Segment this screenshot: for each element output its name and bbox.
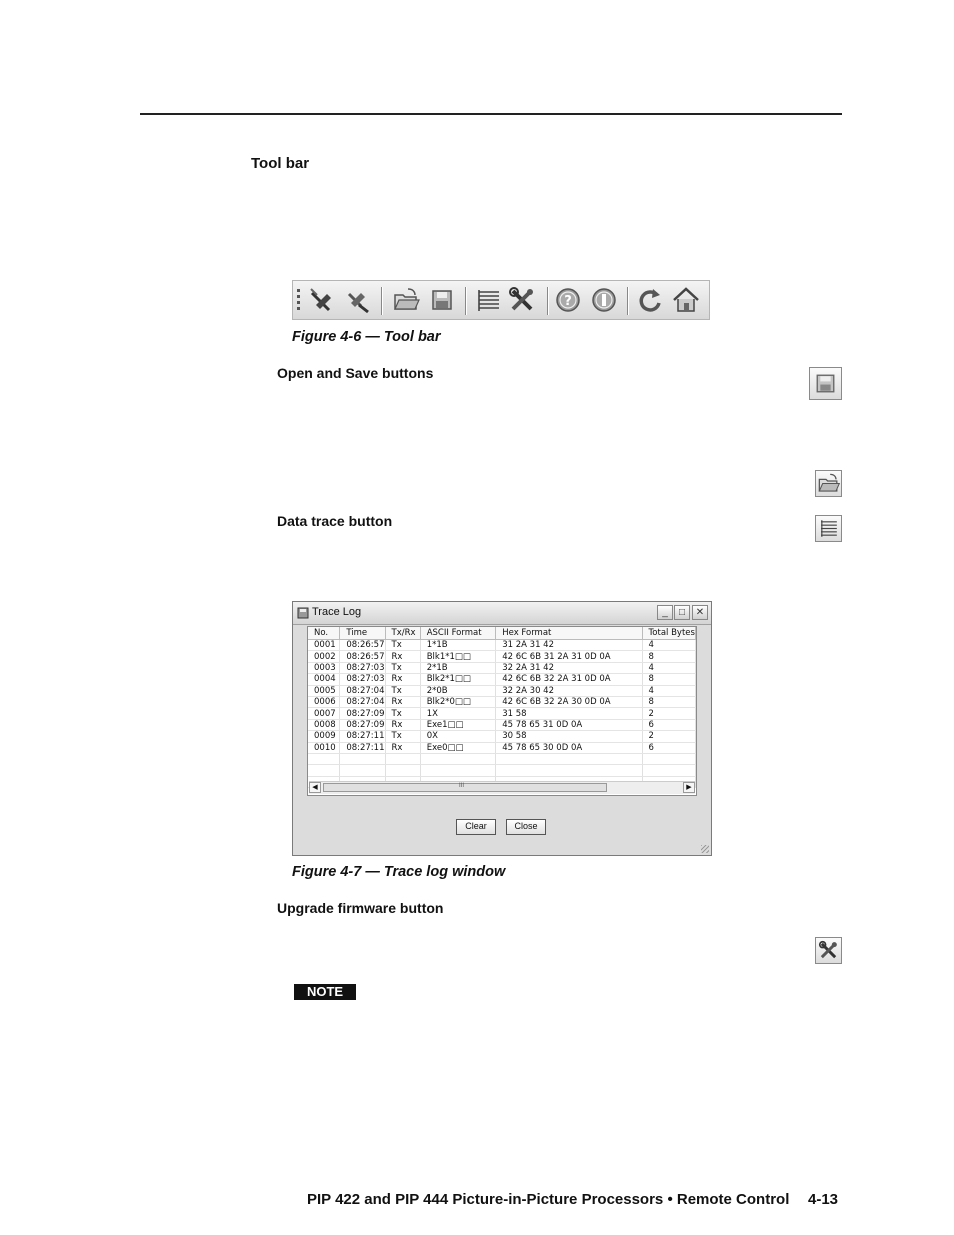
- save-disk-icon: [427, 285, 457, 315]
- table-row[interactable]: [308, 708, 696, 719]
- table-cell: Tx: [385, 640, 420, 651]
- svg-text:?: ?: [564, 294, 572, 309]
- table-row[interactable]: [308, 651, 696, 662]
- table-row[interactable]: [308, 674, 696, 685]
- table-cell: Rx: [385, 719, 420, 730]
- horizontal-scrollbar[interactable]: [309, 781, 695, 794]
- column-header[interactable]: Tx/Rx: [385, 627, 420, 640]
- table-cell: 0004: [308, 674, 340, 685]
- open-folder-icon: [391, 285, 421, 315]
- info-icon: [589, 285, 619, 315]
- table-cell: Blk1*1□□: [420, 651, 496, 662]
- trace-log-list[interactable]: [307, 626, 697, 796]
- table-cell: 8: [642, 674, 695, 685]
- table-cell: 1*1B: [420, 640, 496, 651]
- table-cell: 08:27:04: [340, 696, 385, 707]
- table-cell: 4: [642, 685, 695, 696]
- table-cell: Tx: [385, 708, 420, 719]
- table-cell: 4: [642, 640, 695, 651]
- table-cell: 0X: [420, 731, 496, 742]
- table-cell: 08:27:11: [340, 742, 385, 753]
- save-button-sample: [809, 367, 842, 400]
- table-cell: 45 78 65 31 0D 0A: [496, 719, 642, 730]
- connect-icon: [343, 285, 373, 315]
- table-cell: 2*0B: [420, 685, 496, 696]
- table-cell: 32 2A 30 42: [496, 685, 642, 696]
- toolbar-figure: [292, 280, 710, 320]
- minimize-button[interactable]: _: [657, 605, 673, 620]
- data-trace-button-sample: [815, 515, 842, 542]
- table-cell: 0001: [308, 640, 340, 651]
- table-cell: 42 6C 6B 32 2A 31 0D 0A: [496, 674, 642, 685]
- table-cell: 08:26:57: [340, 640, 385, 651]
- table-cell: 1X: [420, 708, 496, 719]
- header-rule: [140, 113, 842, 115]
- note-badge: NOTE: [294, 984, 356, 1000]
- table-cell: Exe1□□: [420, 719, 496, 730]
- table-cell: 0005: [308, 685, 340, 696]
- clear-button[interactable]: Clear: [456, 819, 496, 835]
- resize-grip[interactable]: [701, 845, 709, 853]
- table-cell: Tx: [385, 731, 420, 742]
- table-cell: 0010: [308, 742, 340, 753]
- table-cell: Exe0□□: [420, 742, 496, 753]
- table-cell: 2*1B: [420, 662, 496, 673]
- save-disk-icon: [810, 368, 841, 399]
- maximize-button[interactable]: □: [674, 605, 690, 620]
- table-cell: 0002: [308, 651, 340, 662]
- table-cell: Tx: [385, 662, 420, 673]
- column-header[interactable]: ASCII Format: [420, 627, 496, 640]
- refresh-icon: [635, 285, 665, 315]
- scroll-left-arrow-icon[interactable]: ◀: [309, 782, 321, 793]
- open-folder-icon: [816, 471, 841, 496]
- table-cell: 0009: [308, 731, 340, 742]
- table-row[interactable]: [308, 696, 696, 707]
- table-row[interactable]: [308, 731, 696, 742]
- trace-figure-caption: Figure 4-7 — Trace log window: [292, 864, 506, 880]
- table-cell: Rx: [385, 651, 420, 662]
- table-cell: 6: [642, 719, 695, 730]
- table-row-empty: [308, 753, 696, 764]
- table-row[interactable]: [308, 685, 696, 696]
- open-button-sample: [815, 470, 842, 497]
- page-number: 4-13: [808, 1191, 839, 1208]
- table-cell: 2: [642, 731, 695, 742]
- help-icon: [553, 285, 583, 315]
- trace-log-window: [292, 601, 712, 856]
- table-cell: 08:27:03: [340, 662, 385, 673]
- table-cell: 0007: [308, 708, 340, 719]
- window-app-icon: [297, 607, 309, 619]
- table-cell: 08:27:04: [340, 685, 385, 696]
- upgrade-firmware-heading: Upgrade firmware button: [277, 900, 444, 916]
- upgrade-firmware-icon: [816, 938, 841, 963]
- trace-log-header-row: [308, 627, 696, 640]
- table-cell: Blk2*0□□: [420, 696, 496, 707]
- table-row[interactable]: [308, 719, 696, 730]
- table-cell: 08:27:09: [340, 719, 385, 730]
- table-cell: 2: [642, 708, 695, 719]
- table-cell: 08:26:57: [340, 651, 385, 662]
- table-cell: 42 6C 6B 31 2A 31 0D 0A: [496, 651, 642, 662]
- upgrade-firmware-icon: [507, 285, 537, 315]
- table-cell: 08:27:03: [340, 674, 385, 685]
- disconnect-icon: [307, 285, 337, 315]
- toolbar-figure-caption: Figure 4-6 — Tool bar: [292, 329, 441, 345]
- close-window-button[interactable]: ✕: [692, 605, 708, 620]
- table-cell: 0006: [308, 696, 340, 707]
- trace-log-titlebar: [293, 602, 711, 625]
- table-cell: 08:27:09: [340, 708, 385, 719]
- table-cell: Rx: [385, 696, 420, 707]
- table-row-empty: [308, 765, 696, 776]
- column-header[interactable]: Time: [340, 627, 385, 640]
- table-cell: 0003: [308, 662, 340, 673]
- table-row[interactable]: [308, 640, 696, 651]
- close-button[interactable]: Close: [506, 819, 546, 835]
- open-save-heading: Open and Save buttons: [277, 365, 434, 381]
- table-cell: 8: [642, 651, 695, 662]
- table-cell: 42 6C 6B 32 2A 30 0D 0A: [496, 696, 642, 707]
- table-row[interactable]: [308, 742, 696, 753]
- table-row[interactable]: [308, 662, 696, 673]
- data-trace-icon: [816, 516, 841, 541]
- table-cell: Rx: [385, 742, 420, 753]
- table-cell: 8: [642, 696, 695, 707]
- column-header[interactable]: No.: [308, 627, 340, 640]
- upgrade-button-sample: [815, 937, 842, 964]
- scroll-grip-mark: III: [459, 783, 465, 789]
- table-cell: Rx: [385, 674, 420, 685]
- table-cell: Tx: [385, 685, 420, 696]
- column-header[interactable]: Hex Format: [496, 627, 642, 640]
- table-cell: 45 78 65 30 0D 0A: [496, 742, 642, 753]
- scroll-thumb[interactable]: [323, 783, 607, 792]
- trace-log-title: Trace Log: [312, 606, 362, 618]
- table-cell: 08:27:11: [340, 731, 385, 742]
- home-icon: [671, 285, 701, 315]
- table-cell: 6: [642, 742, 695, 753]
- table-cell: Blk2*1□□: [420, 674, 496, 685]
- table-cell: 31 58: [496, 708, 642, 719]
- data-trace-heading: Data trace button: [277, 513, 393, 529]
- table-cell: 32 2A 31 42: [496, 662, 642, 673]
- footer-text: PIP 422 and PIP 444 Picture-in-Picture Processors • Remote Control: [307, 1191, 790, 1208]
- table-cell: 31 2A 31 42: [496, 640, 642, 651]
- section-heading: Tool bar: [251, 155, 310, 172]
- table-cell: 0008: [308, 719, 340, 730]
- scroll-right-arrow-icon[interactable]: ▶: [683, 782, 695, 793]
- data-trace-icon: [473, 285, 503, 315]
- column-header[interactable]: Total Bytes: [642, 627, 695, 640]
- table-cell: 30 58: [496, 731, 642, 742]
- toolbar-grip: [297, 289, 300, 313]
- table-cell: 4: [642, 662, 695, 673]
